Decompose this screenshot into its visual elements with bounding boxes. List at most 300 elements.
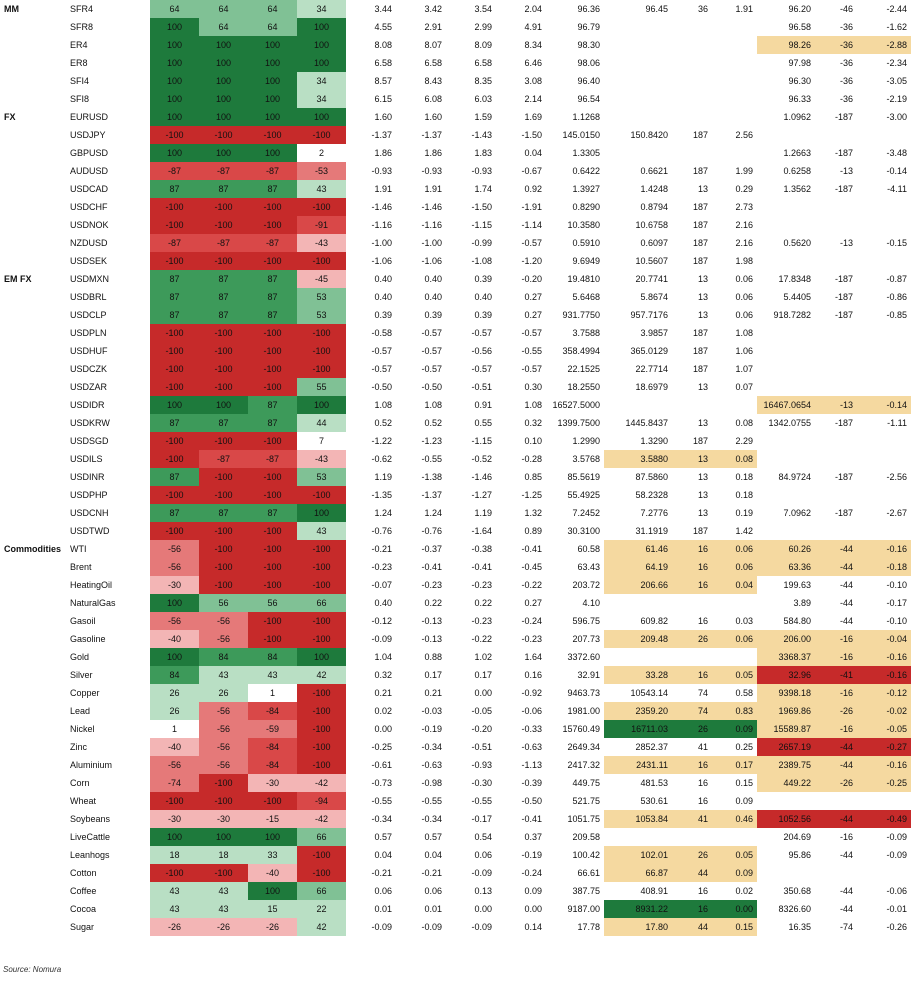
signal-cell: 22 — [297, 900, 346, 918]
value-cell: 6.58 — [424, 58, 442, 68]
group-label — [0, 900, 68, 918]
ticker-label: USDINR — [70, 472, 105, 482]
level-a-cell: 87.5860 — [635, 472, 668, 482]
value-cell: 0.00 — [374, 724, 392, 734]
level-b-cell: -44 — [815, 756, 857, 774]
signal-cell: 100 — [248, 144, 297, 162]
ticker-label: Gasoline — [70, 634, 106, 644]
signal-cell: -100 — [199, 558, 248, 576]
signal-cell: -100 — [297, 252, 346, 270]
ticker-label: Zinc — [70, 742, 88, 752]
signal-cell: -100 — [199, 792, 248, 810]
level-b-cell — [815, 432, 857, 450]
level-a-cell: 0.58 — [735, 688, 753, 698]
value-cell: -0.51 — [471, 382, 492, 392]
value-cell: 0.27 — [524, 292, 542, 302]
level-a-cell — [712, 90, 757, 108]
value-cell: 1.02 — [474, 652, 492, 662]
signal-cell: 100 — [150, 594, 199, 612]
level-b-cell: -16 — [815, 630, 857, 648]
signal-cell: -100 — [248, 432, 297, 450]
group-label — [0, 792, 68, 810]
signal-cell: -100 — [150, 522, 199, 540]
signal-cell: 87 — [150, 414, 199, 432]
level-b-cell — [757, 342, 815, 360]
ticker-label: USDCLP — [70, 310, 107, 320]
level-b-cell: 8326.60 — [778, 904, 811, 914]
value-cell: 1.83 — [474, 148, 492, 158]
value-cell: 66.61 — [577, 868, 600, 878]
group-label — [0, 90, 68, 108]
value-cell: -1.35 — [371, 490, 392, 500]
value-cell: -0.50 — [521, 796, 542, 806]
signal-cell: 87 — [248, 288, 297, 306]
level-a-cell: 1.07 — [735, 364, 753, 374]
signal-cell: 100 — [150, 72, 199, 90]
signal-cell: 100 — [150, 18, 199, 36]
level-a-cell — [604, 144, 672, 162]
signal-cell: 26 — [199, 684, 248, 702]
signal-cell: 87 — [199, 504, 248, 522]
level-b-cell: 96.30 — [788, 76, 811, 86]
value-cell: -0.28 — [521, 454, 542, 464]
value-cell: 0.10 — [524, 436, 542, 446]
ticker-label: USDIDR — [70, 400, 105, 410]
signal-cell: 84 — [150, 666, 199, 684]
value-cell: -1.08 — [471, 256, 492, 266]
signal-cell: -100 — [297, 540, 346, 558]
signal-cell: -100 — [150, 792, 199, 810]
group-label — [0, 882, 68, 900]
signal-cell: -56 — [199, 738, 248, 756]
signal-cell: 87 — [150, 180, 199, 198]
ticker-label: USDMXN — [70, 274, 110, 284]
group-label — [0, 756, 68, 774]
level-b-cell: -16 — [815, 648, 857, 666]
level-a-cell: 0.05 — [712, 666, 757, 684]
value-cell: -0.93 — [471, 166, 492, 176]
ticker-label: EURUSD — [70, 112, 109, 122]
signal-cell: -87 — [199, 162, 248, 180]
level-b-cell: -36 — [839, 22, 853, 32]
value-cell: 0.22 — [424, 598, 442, 608]
value-cell: 1.86 — [374, 148, 392, 158]
signal-cell: -87 — [150, 162, 199, 180]
value-cell: -0.24 — [521, 868, 542, 878]
level-a-cell: 0.8794 — [640, 202, 668, 212]
level-a-cell: 31.1919 — [635, 526, 668, 536]
level-a-cell — [604, 594, 672, 612]
level-a-cell: 2.16 — [735, 238, 753, 248]
level-a-cell: 481.53 — [640, 778, 668, 788]
value-cell: 0.40 — [424, 292, 442, 302]
value-cell: 1.1268 — [572, 112, 600, 122]
signal-cell: -26 — [248, 918, 297, 936]
signal-cell: -100 — [248, 342, 297, 360]
signal-cell: 42 — [297, 666, 346, 684]
signal-cell: -45 — [297, 270, 346, 288]
signal-cell: -100 — [150, 378, 199, 396]
level-a-cell: 187 — [692, 346, 708, 356]
ticker-label: Cocoa — [70, 904, 97, 914]
value-cell: 0.40 — [374, 292, 392, 302]
signal-cell: 87 — [150, 504, 199, 522]
value-cell: 2.91 — [424, 22, 442, 32]
value-cell: 1.91 — [424, 184, 442, 194]
value-cell: 0.32 — [374, 670, 392, 680]
signal-cell: 1 — [248, 684, 297, 702]
value-cell: 0.21 — [424, 688, 442, 698]
signal-cell: -100 — [248, 468, 297, 486]
value-cell: 1.60 — [374, 112, 392, 122]
level-b-cell: -0.15 — [886, 238, 907, 248]
level-a-cell: 206.66 — [604, 576, 672, 594]
table-row — [0, 198, 911, 216]
signal-cell: 87 — [150, 270, 199, 288]
value-cell: 0.01 — [424, 904, 442, 914]
group-label — [0, 18, 68, 36]
signal-cell: 100 — [297, 54, 346, 72]
level-b-cell: 1052.56 — [757, 810, 815, 828]
level-a-cell: 102.01 — [604, 846, 672, 864]
value-cell: 1.2990 — [572, 436, 600, 446]
value-cell: 98.30 — [577, 40, 600, 50]
ticker-label: Leanhogs — [70, 850, 110, 860]
group-label — [0, 288, 68, 306]
signal-cell: 100 — [199, 36, 248, 54]
level-b-cell: -36 — [815, 36, 857, 54]
level-b-cell: -36 — [839, 94, 853, 104]
signal-cell: -15 — [248, 810, 297, 828]
value-cell: 209.58 — [572, 832, 600, 842]
signal-cell: 100 — [297, 504, 346, 522]
level-b-cell: -0.16 — [857, 666, 911, 684]
signal-cell: -100 — [199, 576, 248, 594]
level-a-cell — [604, 36, 672, 54]
group-label — [0, 522, 68, 540]
value-cell: -0.23 — [521, 634, 542, 644]
value-cell: 1399.7500 — [557, 418, 600, 428]
level-b-cell — [757, 450, 815, 468]
value-cell: -0.07 — [371, 580, 392, 590]
level-a-cell: 0.09 — [712, 864, 757, 882]
signal-cell: 100 — [150, 396, 199, 414]
level-b-cell: -4.11 — [887, 184, 907, 194]
value-cell: 0.91 — [474, 400, 492, 410]
ticker-label: SFI4 — [70, 76, 90, 86]
table-row — [0, 828, 911, 846]
value-cell: -1.50 — [521, 130, 542, 140]
value-cell: -0.57 — [371, 346, 392, 356]
signal-cell: 43 — [297, 522, 346, 540]
group-label: FX — [4, 112, 16, 122]
group-label — [0, 630, 68, 648]
table-row — [0, 18, 911, 36]
ticker-label: USDCNH — [70, 508, 109, 518]
group-label — [0, 252, 68, 270]
ticker-label: AUDUSD — [70, 166, 109, 176]
signal-cell: 87 — [199, 270, 248, 288]
value-cell: -1.00 — [421, 238, 442, 248]
value-cell: -0.57 — [371, 364, 392, 374]
value-cell: 1.60 — [424, 112, 442, 122]
value-cell: -0.09 — [471, 868, 492, 878]
ticker-label: HeatingOil — [70, 580, 113, 590]
level-a-cell — [672, 594, 712, 612]
signal-cell: -100 — [199, 252, 248, 270]
value-cell: 0.85 — [524, 472, 542, 482]
level-b-cell: 1.0962 — [783, 112, 811, 122]
level-a-cell — [712, 396, 757, 414]
level-b-cell — [815, 216, 857, 234]
level-a-cell: 2.73 — [735, 202, 753, 212]
value-cell: 0.40 — [424, 274, 442, 284]
value-cell: -1.46 — [371, 202, 392, 212]
level-b-cell: -0.49 — [857, 810, 911, 828]
table-row — [0, 720, 911, 738]
signal-cell: 87 — [248, 306, 297, 324]
group-label — [0, 450, 68, 468]
level-a-cell: 16 — [697, 886, 708, 896]
level-a-cell: 0.06 — [735, 292, 753, 302]
signal-cell: -100 — [248, 360, 297, 378]
signal-cell: -100 — [150, 360, 199, 378]
ticker-label: Brent — [70, 562, 92, 572]
level-a-cell — [604, 396, 672, 414]
level-b-cell: -187 — [834, 508, 853, 518]
level-a-cell: 41 — [672, 810, 712, 828]
value-cell: 0.40 — [374, 274, 392, 284]
level-b-cell — [857, 378, 911, 396]
level-a-cell: 74 — [697, 688, 708, 698]
level-a-cell: 1445.8437 — [625, 418, 668, 428]
value-cell: -0.57 — [421, 364, 442, 374]
signal-cell: -43 — [297, 450, 346, 468]
group-label — [0, 846, 68, 864]
value-cell: 449.75 — [572, 778, 600, 788]
signal-cell: 100 — [297, 648, 346, 666]
ticker-label: SFR8 — [70, 22, 94, 32]
value-cell: 0.13 — [474, 886, 492, 896]
level-b-cell: 96.33 — [788, 94, 811, 104]
signal-cell: -100 — [248, 522, 297, 540]
level-b-cell: 350.68 — [783, 886, 811, 896]
level-b-cell: -0.16 — [857, 648, 911, 666]
level-a-cell: 957.7176 — [630, 310, 668, 320]
value-cell: -0.92 — [521, 688, 542, 698]
value-cell: 17.78 — [577, 922, 600, 932]
level-a-cell: 16 — [672, 558, 712, 576]
value-cell: -0.21 — [371, 544, 392, 554]
value-cell: 145.0150 — [562, 130, 600, 140]
level-a-cell: 0.06 — [735, 274, 753, 284]
level-a-cell: 0.15 — [712, 918, 757, 936]
value-cell: -0.41 — [521, 814, 542, 824]
signal-cell: -100 — [297, 558, 346, 576]
value-cell: 2.14 — [524, 94, 542, 104]
value-cell: 0.06 — [424, 886, 442, 896]
signal-cell: 100 — [150, 144, 199, 162]
level-b-cell — [757, 792, 815, 810]
level-b-cell — [815, 198, 857, 216]
group-label — [0, 702, 68, 720]
level-b-cell: 1.3562 — [783, 184, 811, 194]
level-a-cell: 22.7714 — [635, 364, 668, 374]
level-a-cell — [672, 144, 712, 162]
signal-cell: -100 — [150, 450, 199, 468]
signal-cell: 43 — [199, 900, 248, 918]
group-label — [0, 306, 68, 324]
level-b-cell: 449.22 — [757, 774, 815, 792]
table-row — [0, 270, 911, 288]
level-a-cell — [712, 18, 757, 36]
level-b-cell: -0.09 — [886, 832, 907, 842]
group-label — [0, 612, 68, 630]
value-cell: -0.37 — [421, 544, 442, 554]
level-b-cell: 60.26 — [757, 540, 815, 558]
signal-cell: -100 — [199, 432, 248, 450]
level-a-cell — [672, 72, 712, 90]
group-label — [0, 360, 68, 378]
value-cell: 0.54 — [474, 832, 492, 842]
level-b-cell — [815, 378, 857, 396]
level-a-cell: 16 — [672, 756, 712, 774]
signal-cell: 53 — [297, 468, 346, 486]
ticker-label: USDBRL — [70, 292, 107, 302]
signal-cell: 100 — [297, 396, 346, 414]
level-a-cell: 0.06 — [712, 558, 757, 576]
level-a-cell — [604, 648, 672, 666]
signal-cell: 56 — [199, 594, 248, 612]
level-b-cell: 97.98 — [788, 58, 811, 68]
value-cell: 9463.73 — [567, 688, 600, 698]
value-cell: -0.41 — [421, 562, 442, 572]
value-cell: -0.22 — [471, 634, 492, 644]
level-b-cell: 1342.0755 — [768, 418, 811, 428]
value-cell: 0.92 — [524, 184, 542, 194]
level-a-cell: 2.16 — [735, 220, 753, 230]
value-cell: 2417.32 — [567, 760, 600, 770]
value-cell: 0.8290 — [572, 202, 600, 212]
signal-cell: -87 — [199, 450, 248, 468]
table-row — [0, 666, 911, 684]
source-note: Source: Nomura — [3, 965, 62, 974]
signal-cell: 15 — [248, 900, 297, 918]
table-row — [0, 54, 911, 72]
level-a-cell: 64.19 — [604, 558, 672, 576]
ticker-label: USDILS — [70, 454, 103, 464]
value-cell: -0.93 — [371, 166, 392, 176]
level-b-cell: 0.5620 — [783, 238, 811, 248]
value-cell: -0.20 — [471, 724, 492, 734]
signal-cell: -100 — [248, 558, 297, 576]
value-cell: -0.57 — [471, 364, 492, 374]
value-cell: 931.7750 — [562, 310, 600, 320]
ticker-label: LiveCattle — [70, 832, 111, 842]
value-cell: 596.75 — [572, 616, 600, 626]
level-b-cell: -41 — [815, 666, 857, 684]
value-cell: 2.99 — [474, 22, 492, 32]
signal-cell: 87 — [248, 504, 297, 522]
ticker-label: NZDUSD — [70, 238, 108, 248]
signal-cell: -43 — [297, 234, 346, 252]
level-b-cell: -1.11 — [887, 418, 907, 428]
level-b-cell — [815, 324, 857, 342]
level-a-cell: 0.06 — [735, 310, 753, 320]
value-cell: 0.55 — [474, 418, 492, 428]
value-cell: 19.4810 — [567, 274, 600, 284]
signal-cell: 100 — [150, 828, 199, 846]
value-cell: 3.7588 — [572, 328, 600, 338]
table-row — [0, 918, 911, 936]
level-b-cell — [757, 324, 815, 342]
value-cell: -0.93 — [421, 166, 442, 176]
value-cell: -0.51 — [471, 742, 492, 752]
signal-cell: -100 — [199, 198, 248, 216]
value-cell: -0.09 — [421, 922, 442, 932]
signal-cell: 34 — [297, 90, 346, 108]
group-label — [0, 720, 68, 738]
level-b-cell: -0.18 — [857, 558, 911, 576]
level-a-cell: 0.05 — [712, 846, 757, 864]
level-a-cell: 187 — [692, 364, 708, 374]
value-cell: 0.02 — [374, 706, 392, 716]
signal-cell: -84 — [248, 702, 297, 720]
level-a-cell — [712, 648, 757, 666]
value-cell: -0.33 — [521, 724, 542, 734]
level-a-cell — [672, 396, 712, 414]
value-cell: 0.00 — [474, 904, 492, 914]
value-cell: -0.05 — [471, 706, 492, 716]
signal-cell: 53 — [297, 288, 346, 306]
ticker-label: Gold — [70, 652, 90, 662]
signal-cell: -84 — [248, 756, 297, 774]
level-a-cell: 8931.22 — [604, 900, 672, 918]
signal-cell: 87 — [199, 414, 248, 432]
level-a-cell: 20.7741 — [635, 274, 668, 284]
value-cell: -0.13 — [421, 634, 442, 644]
level-b-cell: -0.26 — [886, 922, 907, 932]
signal-cell: 87 — [199, 180, 248, 198]
signal-cell: 100 — [199, 72, 248, 90]
table-row — [0, 612, 911, 630]
level-a-cell — [604, 90, 672, 108]
level-a-cell: 0.08 — [735, 418, 753, 428]
group-label — [0, 594, 68, 612]
signal-cell: -56 — [199, 720, 248, 738]
level-a-cell: 0.17 — [712, 756, 757, 774]
value-cell: -0.55 — [371, 796, 392, 806]
value-cell: -0.63 — [521, 742, 542, 752]
table-row — [0, 648, 911, 666]
signal-cell: 1 — [150, 720, 199, 738]
signal-cell: -84 — [248, 738, 297, 756]
signal-cell: -100 — [248, 486, 297, 504]
signal-cell: -100 — [297, 324, 346, 342]
level-a-cell: 0.18 — [735, 490, 753, 500]
signal-cell: 64 — [248, 18, 297, 36]
level-a-cell: 1.91 — [735, 4, 753, 14]
signal-cell: -100 — [199, 522, 248, 540]
value-cell: 1051.75 — [567, 814, 600, 824]
level-b-cell: 584.80 — [783, 616, 811, 626]
signal-cell: 100 — [150, 648, 199, 666]
level-a-cell: 0.06 — [712, 540, 757, 558]
signal-cell: -100 — [150, 486, 199, 504]
level-b-cell — [857, 198, 911, 216]
level-a-cell: 0.25 — [735, 742, 753, 752]
value-cell: 1.08 — [424, 400, 442, 410]
